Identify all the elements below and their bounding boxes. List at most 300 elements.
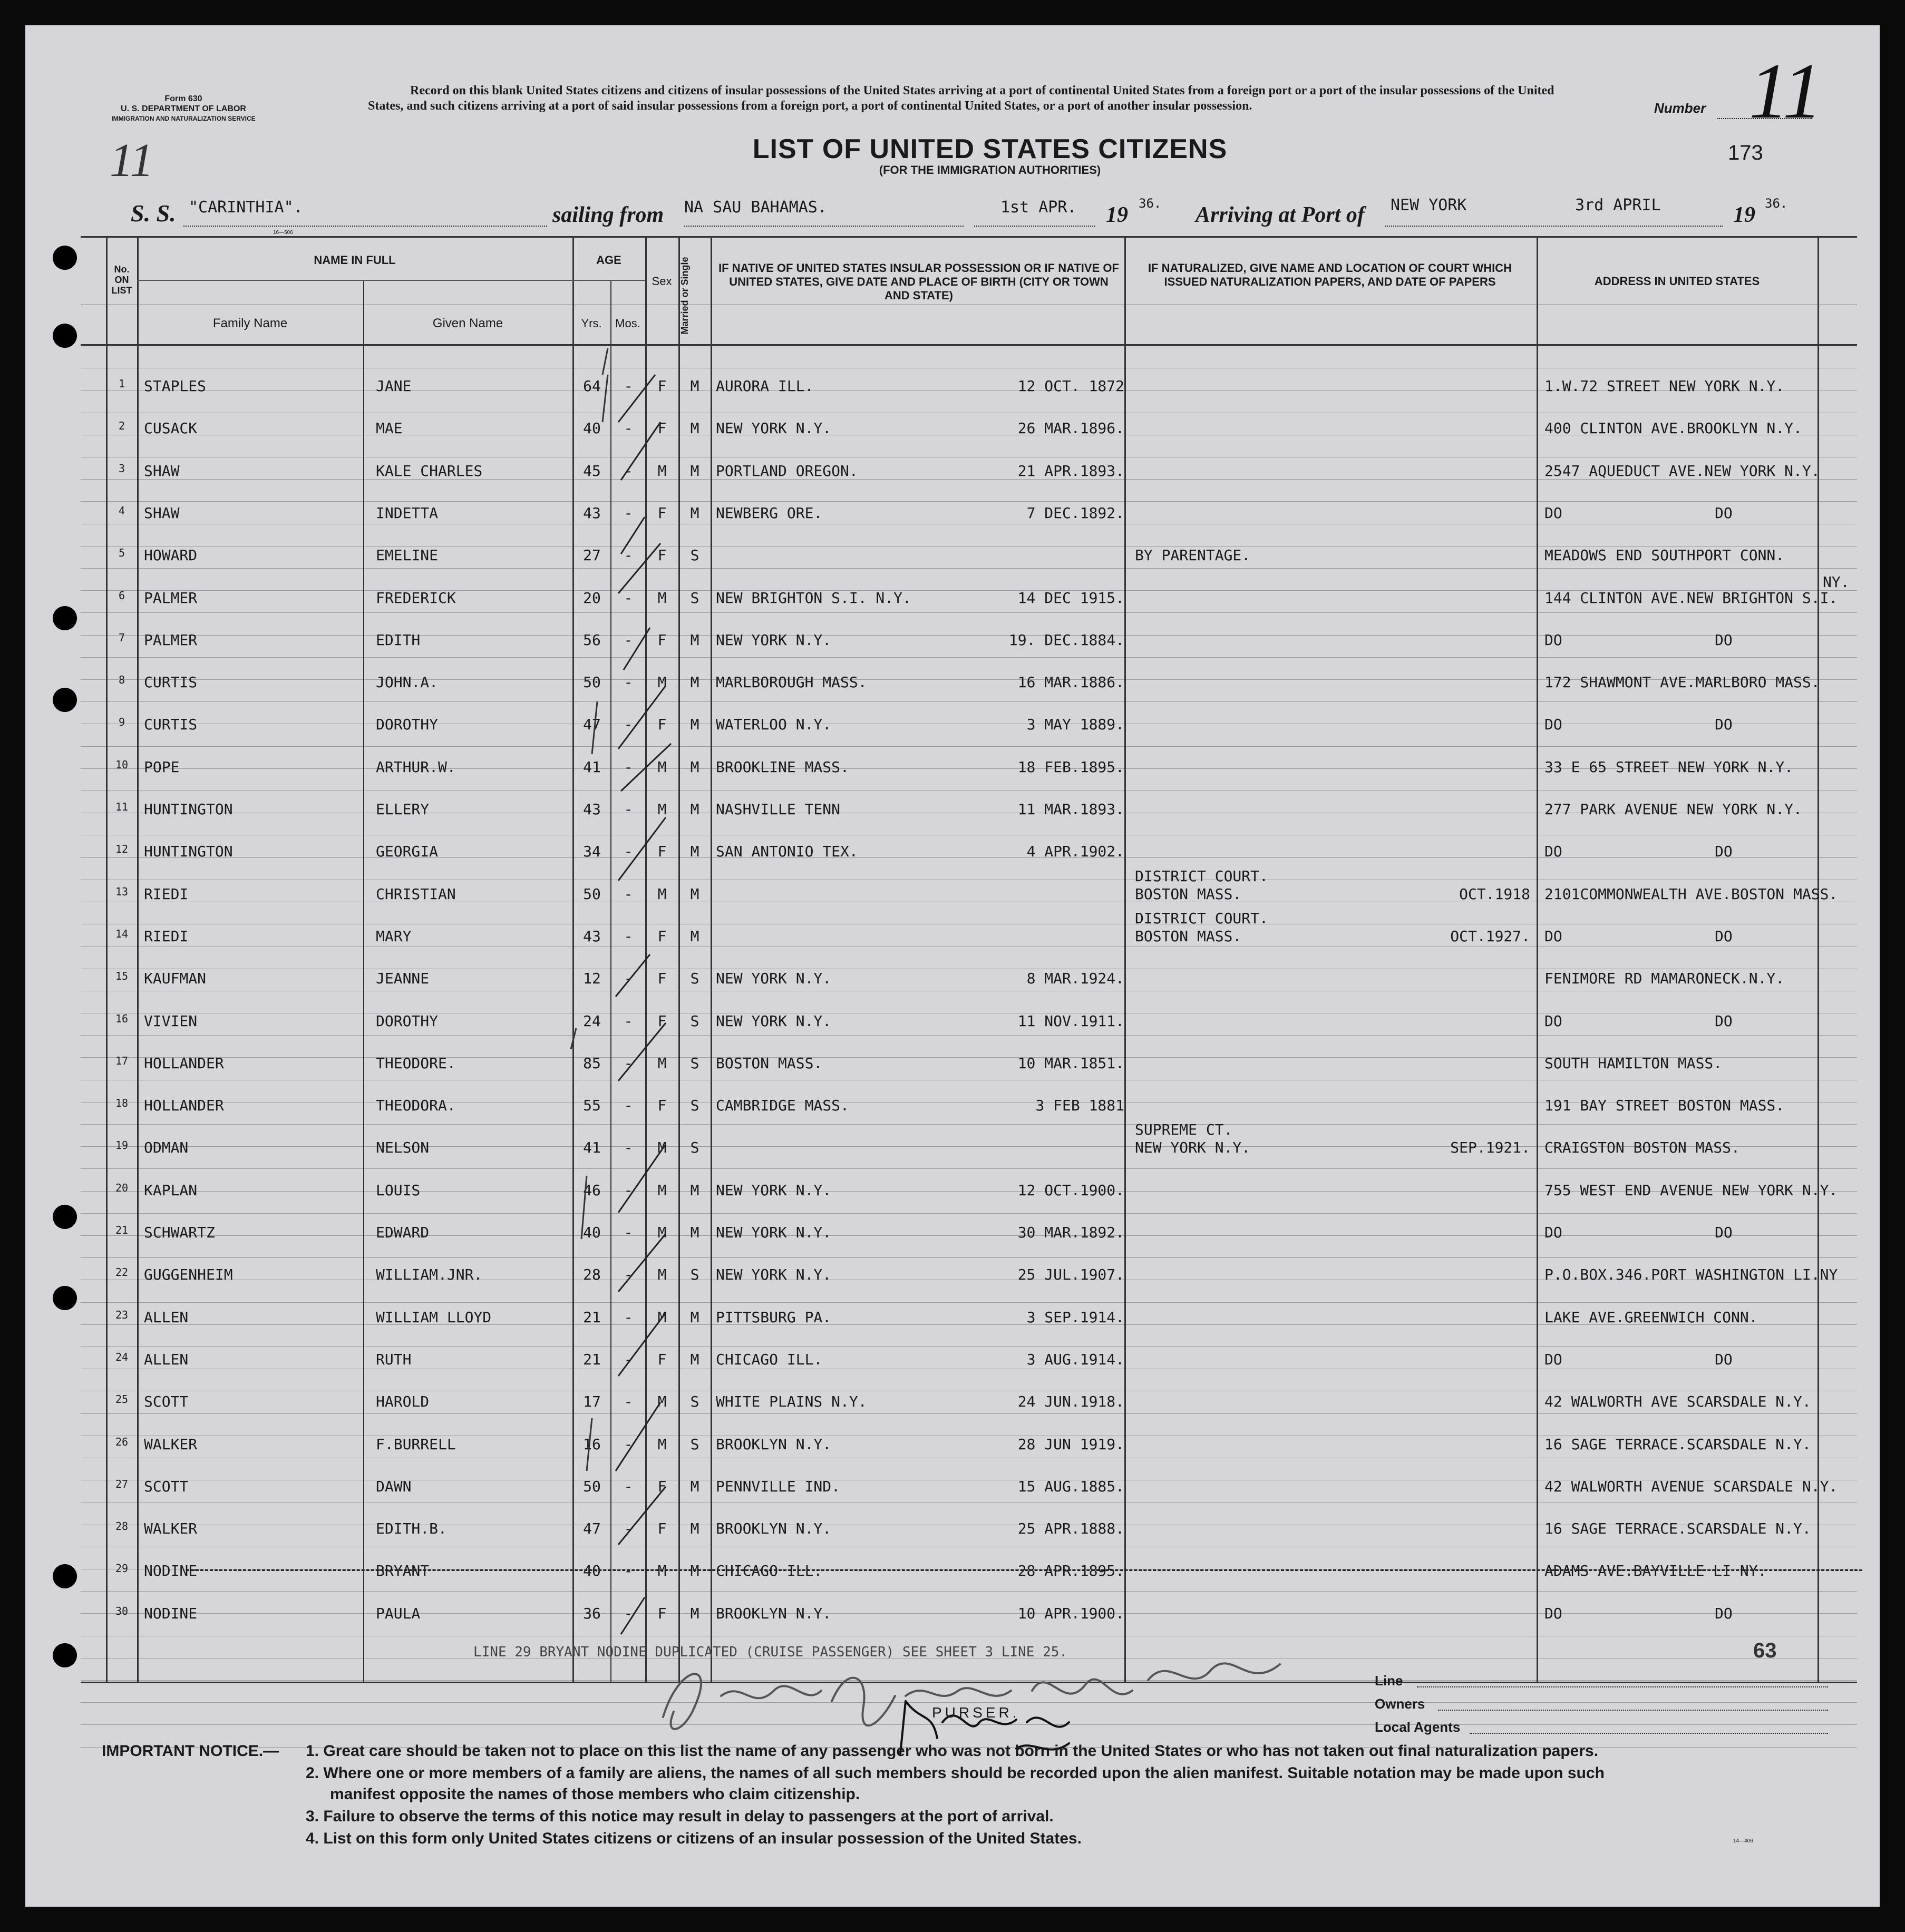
cell-family: NODINE — [144, 1562, 198, 1580]
cell-given: RUTH — [376, 1350, 412, 1368]
cell-sex: M — [657, 1266, 667, 1284]
cell-mos: - — [624, 801, 633, 818]
cell-no: 28 — [115, 1520, 129, 1533]
year-prefix-1: 19 — [1106, 203, 1128, 227]
cell-addr: 277 PARK AVENUE NEW YORK N.Y. — [1544, 801, 1802, 818]
agents-label: Local Agents — [1375, 1719, 1461, 1735]
cell-ms: M — [690, 631, 699, 649]
cell-yrs: 50 — [583, 1477, 601, 1495]
row-rule — [81, 1035, 1857, 1036]
punch-hole — [53, 1286, 77, 1310]
cell-date: 12 OCT.1900. — [1017, 1181, 1124, 1199]
cell-family: RIEDI — [144, 927, 189, 945]
cell-yrs: 16 — [583, 1435, 601, 1453]
cell-mos: - — [624, 1139, 633, 1157]
table-row — [81, 1012, 1857, 1033]
table-row — [81, 909, 1857, 949]
cell-family: PALMER — [144, 589, 198, 607]
cell-addr-secondary: DO — [1715, 716, 1733, 734]
cell-yrs: 47 — [583, 1520, 601, 1538]
cell-place: NEW BRIGHTON S.I. N.Y. — [716, 589, 911, 607]
cell-given: NELSON — [376, 1139, 430, 1157]
table-row — [81, 462, 1857, 483]
row-rule — [81, 657, 1857, 658]
notice-2-cont: manifest opposite the names of those members who claim citizenship. — [330, 1785, 860, 1803]
table-row — [81, 716, 1857, 737]
cell-ms: S — [690, 547, 699, 564]
row-rule — [81, 1346, 1857, 1347]
cell-addr: 42 WALWORTH AVENUE SCARSDALE N.Y. — [1544, 1477, 1838, 1495]
departure-underline — [684, 226, 964, 227]
cell-mos: - — [624, 1181, 633, 1199]
cell-yrs: 40 — [583, 1224, 601, 1241]
cell-family: SHAW — [144, 462, 180, 480]
cell-ms: M — [690, 1181, 699, 1199]
cell-ms: S — [690, 589, 699, 607]
cell-ms: M — [690, 758, 699, 776]
cell-yrs: 40 — [583, 419, 601, 437]
cell-date: 15 AUG.1885. — [1017, 1477, 1124, 1495]
notice-2: 2. Where one or more members of a family are aliens, the names of all such members should be recorded upon the alien manifest. Suitable notation may be made upon such — [306, 1764, 1605, 1782]
cell-ms: M — [690, 419, 699, 437]
cell-family: WALKER — [144, 1435, 198, 1453]
cell-place: AURORA ILL. — [716, 377, 814, 395]
cell-addr: 144 CLINTON AVE.NEW BRIGHTON S.I. — [1544, 589, 1838, 607]
cell-date: 19. DEC.1884. — [1008, 631, 1124, 649]
cell-family: GUGGENHEIM — [144, 1266, 233, 1284]
cell-mos: - — [624, 1012, 633, 1030]
cell-sex: F — [657, 504, 667, 522]
cell-date: 14 DEC 1915. — [1017, 589, 1124, 607]
cell-yrs: 36 — [583, 1604, 601, 1622]
punch-hole — [53, 246, 77, 270]
cell-family: STAPLES — [144, 377, 207, 395]
number-label: Number — [1654, 100, 1706, 116]
col-border — [137, 238, 139, 1682]
cell-ms: M — [690, 716, 699, 734]
cell-addr: LAKE AVE.GREENWICH CONN. — [1544, 1308, 1758, 1326]
table-row — [81, 1309, 1857, 1330]
cell-mos: - — [624, 1054, 633, 1072]
cell-no: 5 — [118, 547, 125, 560]
cell-addr: DO — [1544, 843, 1562, 861]
row-rule — [81, 568, 1857, 569]
cell-place: NEW YORK N.Y. — [716, 1224, 832, 1241]
table-row — [81, 758, 1857, 779]
cell-given: PAULA — [376, 1604, 421, 1622]
cell-no: 16 — [115, 1012, 129, 1025]
ship-name: "CARINTHIA". — [189, 198, 303, 217]
cell-given: INDETTA — [376, 504, 439, 522]
table-row — [81, 1055, 1857, 1076]
cell-addr: DO — [1544, 504, 1562, 522]
cell-sex: M — [657, 589, 667, 607]
punch-hole — [53, 1205, 77, 1229]
cell-no: 30 — [115, 1604, 129, 1617]
cell-mos: - — [624, 589, 633, 607]
cell-sex: F — [657, 1604, 667, 1622]
table-row — [81, 843, 1857, 864]
name-subdivider — [137, 280, 572, 281]
cell-date: 28 JUN 1919. — [1017, 1435, 1124, 1453]
cell-yrs: 24 — [583, 1012, 601, 1030]
cell-sex: M — [657, 1562, 667, 1580]
cell-no: 17 — [115, 1054, 129, 1067]
notice-title: IMPORTANT NOTICE.— — [102, 1742, 279, 1760]
cell-ms: S — [690, 1097, 699, 1115]
duplicate-note: LINE 29 BRYANT NODINE DUPLICATED (CRUISE PASSENGER) SEE SHEET 3 LINE 25. — [473, 1644, 1068, 1660]
cell-addr: CRAIGSTON BOSTON MASS. — [1544, 1139, 1740, 1157]
cell-nat-location: NEW YORK N.Y. — [1135, 1139, 1251, 1157]
cell-place: NEW YORK N.Y. — [716, 1181, 832, 1199]
cell-given: EMELINE — [376, 547, 439, 564]
cell-addr-secondary: DO — [1715, 1224, 1733, 1241]
cell-no: 14 — [115, 927, 129, 940]
cell-date: 3 SEP.1914. — [1026, 1308, 1124, 1326]
table-row — [81, 1605, 1857, 1626]
cell-nat-date: OCT.1918 — [1459, 885, 1530, 903]
cell-no: 10 — [115, 758, 129, 771]
cell-family: HOLLANDER — [144, 1097, 224, 1115]
cell-ms: M — [690, 927, 699, 945]
cell-yrs: 56 — [583, 631, 601, 649]
table-row — [81, 1224, 1857, 1245]
table-row — [81, 674, 1857, 695]
margin-handwritten-mark: 11 — [110, 134, 154, 187]
pencil-marks — [545, 343, 618, 1661]
punch-hole — [53, 688, 77, 712]
cell-ms: M — [690, 885, 699, 903]
cell-date: 11 NOV.1911. — [1017, 1012, 1124, 1030]
arrival-date: 3rd APRIL — [1575, 196, 1661, 214]
cell-mos: - — [624, 1097, 633, 1115]
cell-family: WALKER — [144, 1520, 198, 1538]
cell-addr: 400 CLINTON AVE.BROOKLYN N.Y. — [1544, 419, 1802, 437]
cell-date: 11 MAR.1893. — [1017, 801, 1124, 818]
table-row — [81, 1436, 1857, 1457]
header-married-single: Married or Single — [679, 257, 690, 335]
cell-place: NEWBERG ORE. — [716, 504, 823, 522]
cell-no: 7 — [118, 631, 125, 644]
cell-ms: M — [690, 504, 699, 522]
arrival-year: 36. — [1765, 196, 1788, 211]
cell-addr-secondary: DO — [1715, 1350, 1733, 1368]
cell-family: ALLEN — [144, 1308, 189, 1326]
cell-no: 19 — [115, 1139, 129, 1152]
cell-addr: MEADOWS END SOUTHPORT CONN. — [1544, 547, 1785, 564]
table-row — [81, 1393, 1857, 1414]
manifest-table — [81, 236, 1857, 1683]
row-rule — [81, 1591, 1857, 1592]
cell-date: 12 OCT. 1872 — [1017, 377, 1124, 395]
cell-yrs: 27 — [583, 547, 601, 564]
header-birth: IF NATIVE OF UNITED STATES INSULAR POSSESSION OR IF NATIVE OF UNITED STATES, GIVE DATE AND PLACE OF BIRTH (CITY OR TOWN AND STATE) — [718, 261, 1119, 302]
cell-ms: S — [690, 1139, 699, 1157]
cell-place: BOSTON MASS. — [716, 1054, 823, 1072]
cell-family: SCOTT — [144, 1477, 189, 1495]
cell-place: WHITE PLAINS N.Y. — [716, 1393, 867, 1411]
sailing-from-label: sailing from — [552, 203, 664, 227]
cell-no: 23 — [115, 1308, 129, 1321]
cell-addr: 2547 AQUEDUCT AVE.NEW YORK N.Y. — [1544, 462, 1820, 480]
cell-addr: 42 WALWORTH AVE SCARSDALE N.Y. — [1544, 1393, 1811, 1411]
cell-addr-secondary: DO — [1715, 1604, 1733, 1622]
col-border — [1537, 238, 1538, 1682]
cell-yrs: 28 — [583, 1266, 601, 1284]
cell-addr-secondary: DO — [1715, 927, 1733, 945]
bottom-code: 14—406 — [1733, 1838, 1753, 1844]
cell-sex: F — [657, 631, 667, 649]
cell-ms: S — [690, 1012, 699, 1030]
table-row — [81, 504, 1857, 525]
cell-date: 24 JUN.1918. — [1017, 1393, 1124, 1411]
cell-nat1: BY PARENTAGE. — [1135, 547, 1251, 564]
row-rule — [81, 746, 1857, 747]
cell-no: 6 — [118, 589, 125, 602]
cell-date: 4 APR.1902. — [1026, 843, 1124, 861]
cell-ms: M — [690, 843, 699, 861]
cell-mos: - — [624, 631, 633, 649]
cell-sex: F — [657, 547, 667, 564]
table-row — [81, 1520, 1857, 1541]
cell-addr: DO — [1544, 1604, 1562, 1622]
table-row — [81, 419, 1857, 441]
check-marks — [608, 343, 682, 1682]
handwritten-number: 11 — [1749, 47, 1822, 135]
cell-date: 7 DEC.1892. — [1026, 504, 1124, 522]
cell-addr: 755 WEST END AVENUE NEW YORK N.Y. — [1544, 1181, 1838, 1199]
cell-no: 22 — [115, 1266, 129, 1279]
cell-no: 2 — [118, 419, 125, 433]
cell-no: 20 — [115, 1181, 129, 1194]
cell-date: 18 FEB.1895. — [1017, 758, 1124, 776]
row-rule — [81, 1168, 1857, 1169]
cell-no: 29 — [115, 1562, 129, 1575]
cell-yrs: 50 — [583, 674, 601, 691]
cell-addr-secondary: NY. — [1823, 573, 1850, 591]
cell-family: ALLEN — [144, 1350, 189, 1368]
cell-place: BROOKLYN N.Y. — [716, 1435, 832, 1453]
cell-mos: - — [624, 843, 633, 861]
cell-sex: F — [657, 419, 667, 437]
cell-date: 8 MAR.1924. — [1026, 970, 1124, 988]
cell-sex: F — [657, 1350, 667, 1368]
punch-hole — [53, 1564, 77, 1588]
cell-no: 24 — [115, 1350, 129, 1363]
cell-yrs: 17 — [583, 1393, 601, 1411]
purser-signature — [890, 1691, 1090, 1775]
cell-addr: DO — [1544, 1012, 1562, 1030]
cell-sex: M — [657, 462, 667, 480]
service-name: IMMIGRATION AND NATURALIZATION SERVICE — [111, 115, 256, 122]
line-underline — [1417, 1686, 1828, 1687]
cell-place: NEW YORK N.Y. — [716, 631, 832, 649]
notice-4: 4. List on this form only United States citizens or citizens of an insular possession of the United States. — [306, 1830, 1082, 1847]
punch-hole — [53, 324, 77, 348]
page-number: 173 — [1728, 141, 1763, 164]
cell-given: DAWN — [376, 1477, 412, 1495]
cell-place: NEW YORK N.Y. — [716, 1266, 832, 1284]
arrival-underline — [1385, 226, 1723, 227]
cell-sex: M — [657, 885, 667, 903]
table-row — [81, 1351, 1857, 1372]
page-count: 63 — [1753, 1639, 1777, 1662]
table-row — [81, 1266, 1857, 1287]
cell-no: 8 — [118, 674, 125, 687]
cell-mos: - — [624, 716, 633, 734]
arriving-label: Arriving at Port of — [1196, 203, 1365, 227]
header-months: Mos. — [615, 317, 640, 330]
cell-place: WATERLOO N.Y. — [716, 716, 832, 734]
cell-yrs: 21 — [583, 1308, 601, 1326]
cell-mos: - — [624, 674, 633, 691]
cell-ms: M — [690, 377, 699, 395]
cell-yrs: 46 — [583, 1181, 601, 1199]
cell-no: 13 — [115, 885, 129, 898]
cell-ms: M — [690, 674, 699, 691]
departure-date: 1st APR. — [1000, 198, 1077, 217]
cell-ms: S — [690, 1435, 699, 1453]
manifest-page — [25, 25, 1880, 1907]
header-address: ADDRESS IN UNITED STATES — [1594, 275, 1760, 288]
cell-date: 28 APR.1895. — [1017, 1562, 1124, 1580]
header-name-in-full: NAME IN FULL — [314, 253, 396, 267]
cell-mos: - — [624, 758, 633, 776]
cell-ms: M — [690, 1520, 699, 1538]
cell-mos: - — [624, 377, 633, 395]
notice-1: 1. Great care should be taken not to place on this list the name of any passenger who was not born in the United States or who has not taken out final naturalization papers. — [306, 1742, 1599, 1760]
cell-yrs: 41 — [583, 1139, 601, 1157]
cell-nat-date: SEP.1921. — [1450, 1139, 1530, 1157]
cell-given: DOROTHY — [376, 716, 439, 734]
cell-place: CAMBRIDGE MASS. — [716, 1097, 849, 1115]
cell-mos: - — [624, 1266, 633, 1284]
cell-yrs: 85 — [583, 1054, 601, 1072]
cell-addr: 172 SHAWMONT AVE.MARLBORO MASS. — [1544, 674, 1820, 691]
table-row — [81, 1121, 1857, 1160]
cell-yrs: 20 — [583, 589, 601, 607]
cell-ms: S — [690, 1266, 699, 1284]
cell-addr: P.O.BOX.346.PORT WASHINGTON LI.NY — [1544, 1266, 1838, 1284]
cell-yrs: 55 — [583, 1097, 601, 1115]
cell-mos: - — [624, 1520, 633, 1538]
form-id-block — [94, 94, 273, 124]
cell-place: NEW YORK N.Y. — [716, 970, 832, 988]
notice-3: 3. Failure to observe the terms of this notice may result in delay to passengers at the port of arrival. — [306, 1808, 1054, 1825]
owners-underline — [1438, 1710, 1828, 1711]
cell-ms: S — [690, 1393, 699, 1411]
cell-date: 10 APR.1900. — [1017, 1604, 1124, 1622]
header-years: Yrs. — [581, 317, 602, 330]
cell-nat1: DISTRICT COURT. — [1135, 867, 1268, 885]
cell-sex: M — [657, 1054, 667, 1072]
header-family-name: Family Name — [212, 316, 288, 330]
cell-mos: - — [624, 419, 633, 437]
ss-label: S. S. — [131, 200, 176, 227]
cell-date: 3 FEB 1881 — [1035, 1097, 1124, 1115]
cell-nat1: SUPREME CT. — [1135, 1121, 1233, 1139]
cell-family: HUNTINGTON — [144, 801, 233, 818]
cell-ms: M — [690, 462, 699, 480]
cell-date: 10 MAR.1851. — [1017, 1054, 1124, 1072]
cell-given: THEODORA. — [376, 1097, 456, 1115]
agents-underline — [1470, 1733, 1828, 1734]
cell-sex: F — [657, 843, 667, 861]
cell-given: GEORGIA — [376, 843, 439, 861]
cell-given: JANE — [376, 377, 412, 395]
cell-given: FREDERICK — [376, 589, 456, 607]
cell-date: 3 MAY 1889. — [1026, 716, 1124, 734]
cell-given: F.BURRELL — [376, 1435, 456, 1453]
cell-mos: - — [624, 1477, 633, 1495]
cell-mos: - — [624, 1435, 633, 1453]
cell-ms: M — [690, 801, 699, 818]
row-rule — [81, 612, 1857, 613]
cell-given: WILLIAM LLOYD — [376, 1308, 492, 1326]
cell-family: NODINE — [144, 1604, 198, 1622]
cell-family: ODMAN — [144, 1139, 189, 1157]
cell-family: KAPLAN — [144, 1181, 198, 1199]
cell-date: 26 MAR.1896. — [1017, 419, 1124, 437]
cell-family: CURTIS — [144, 716, 198, 734]
cell-family: HOLLANDER — [144, 1054, 224, 1072]
col-border — [1124, 238, 1126, 1682]
cell-no: 1 — [118, 377, 125, 390]
cell-ms: M — [690, 1350, 699, 1368]
cell-place: NEW YORK N.Y. — [716, 1012, 832, 1030]
cell-addr: ADAMS AVE.BAYVILLE LI NY. — [1544, 1562, 1767, 1580]
header-given-name: Given Name — [432, 316, 503, 330]
header-list-number: No. ON LIST — [111, 264, 132, 296]
cell-family: VIVIEN — [144, 1012, 198, 1030]
print-code: 16—506 — [273, 230, 293, 236]
cell-mos: - — [624, 1393, 633, 1411]
cell-yrs: 12 — [583, 970, 601, 988]
row-rule — [81, 701, 1857, 702]
table-row — [81, 547, 1857, 568]
col-border — [1817, 238, 1819, 1682]
cell-place: CHICAGO ILL. — [716, 1350, 823, 1368]
cell-mos: - — [624, 1224, 633, 1241]
row-rule — [81, 1124, 1857, 1125]
cell-place: BROOKLYN N.Y. — [716, 1520, 832, 1538]
cell-yrs: 40 — [583, 1562, 601, 1580]
cell-mos: - — [624, 885, 633, 903]
cell-no: 12 — [115, 843, 129, 856]
table-row — [81, 573, 1857, 610]
cell-no: 9 — [118, 716, 125, 729]
cell-place: PITTSBURG PA. — [716, 1308, 832, 1326]
cell-addr: FENIMORE RD MAMARONECK.N.Y. — [1544, 970, 1785, 988]
cell-no: 18 — [115, 1097, 129, 1110]
cell-mos: - — [624, 547, 633, 564]
departure-port: NA SAU BAHAMAS. — [684, 198, 827, 217]
cell-given: KALE CHARLES — [376, 462, 483, 480]
punch-hole — [53, 1643, 77, 1667]
row-rule — [81, 1257, 1857, 1258]
table-row — [81, 970, 1857, 991]
cell-no: 27 — [115, 1477, 129, 1490]
header-naturalized: IF NATURALIZED, GIVE NAME AND LOCATION OF COURT WHICH ISSUED NATURALIZATION PAPERS, AND DATE OF PAPERS — [1148, 261, 1512, 288]
col-border — [711, 238, 712, 1682]
punch-hole — [53, 606, 77, 630]
cell-sex: F — [657, 1520, 667, 1538]
age-subdivider — [572, 280, 645, 281]
cell-no: 3 — [118, 462, 125, 475]
cell-given: THEODORE. — [376, 1054, 456, 1072]
cell-no: 11 — [115, 801, 129, 813]
cell-sex: M — [657, 1393, 667, 1411]
